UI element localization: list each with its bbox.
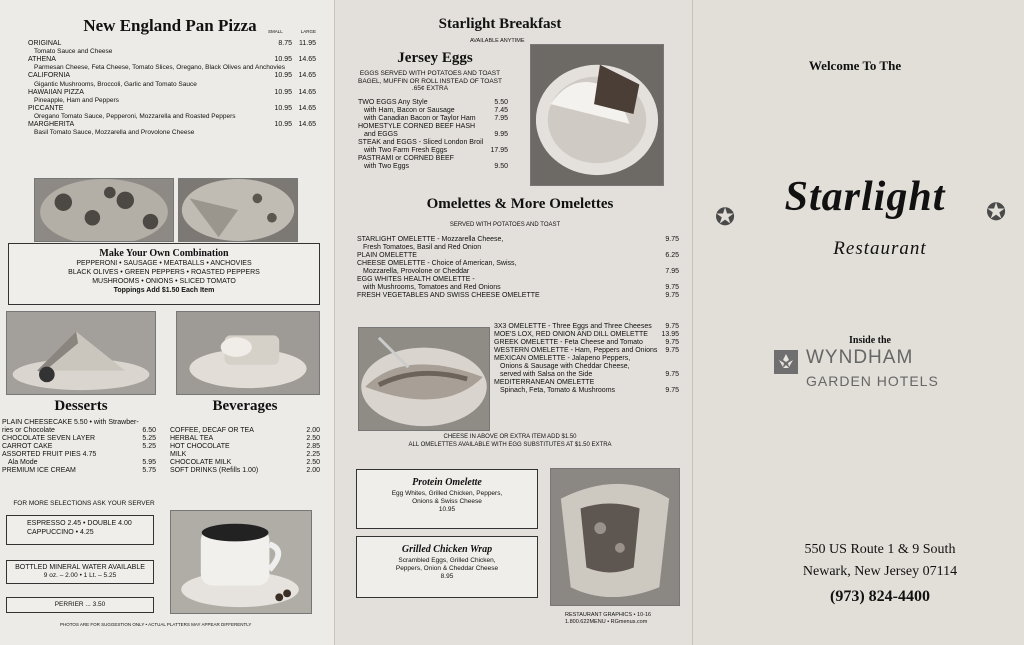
welcome-text: Welcome To The: [808, 58, 902, 73]
beverage-name: HERBAL TEA: [170, 435, 214, 442]
jersey-eggs-desc: EGGS SERVED WITH POTATOES AND TOAST BAGEL, MUFFIN OR ROLL INSTEAD OF TOAST .65¢ EXTRA: [358, 70, 502, 92]
protein-omelette-box: [356, 469, 538, 529]
dessert-name: CHOCOLATE SEVEN LAYER: [2, 435, 96, 442]
address-line-1: 550 US Route 1 & 9 South: [804, 542, 956, 557]
dessert-item: [2, 443, 156, 451]
omelette-item: [357, 244, 679, 252]
pizza-price-large: 14.65: [298, 121, 316, 129]
egg-list: [358, 99, 508, 171]
omelette-name: Onions & Sausage with Cheddar Cheese,: [500, 363, 630, 370]
photo-disclaimer: PHOTOS ARE FOR SUGGESTION ONLY • ACTUAL PLATTERS MAY APPEAR DIFFERENTLY: [60, 622, 252, 627]
beverage-price: 2.50: [306, 435, 320, 442]
protein-price: 10.95: [438, 506, 456, 513]
perrier-line: PERRIER ... 3.50: [54, 601, 106, 608]
egg-price: 7.45: [494, 107, 508, 114]
beverage-price: 2.25: [306, 451, 320, 458]
dessert-name: ries or Chocolate: [2, 427, 55, 434]
egg-name: STEAK and EGGS - Sliced London Broil: [358, 139, 484, 146]
more-selections-note: FOR MORE SELECTIONS ASK YOUR SERVER: [13, 500, 155, 507]
hotel-name: WYNDHAM: [806, 347, 914, 368]
combo-box: [8, 243, 320, 305]
dessert-price: 6.50: [142, 427, 156, 434]
omelette-item: [357, 260, 679, 268]
pizza-name: PICCANTE: [28, 104, 64, 112]
beverage-name: COFFEE, DECAF OR TEA: [170, 427, 254, 434]
omelette-item: [494, 347, 679, 355]
egg-name: TWO EGGS Any Style: [358, 99, 428, 106]
dessert-item: [2, 419, 156, 427]
credit-line-2: 1.800.622MENU • RGmenus.com: [565, 618, 648, 625]
pizza-price-small: 8.75: [278, 40, 292, 47]
pizza-item: [28, 105, 316, 121]
beverage-item: [170, 427, 320, 435]
combo-toppings-note: Toppings Add $1.50 Each Item: [113, 287, 215, 294]
dessert-name: CARROT CAKE: [2, 443, 53, 450]
omelette-name: Fresh Tomatoes, Basil and Red Onion: [363, 244, 482, 251]
omelette-price: 9.75: [665, 292, 679, 299]
omelette-item: [494, 371, 679, 379]
dessert-photo: [6, 311, 156, 395]
omelette-item: [494, 355, 679, 363]
omelette-item: [357, 292, 679, 300]
wrap-line-1: Scrambled Eggs, Grilled Chicken,: [398, 557, 496, 564]
desserts-list: [2, 419, 156, 475]
omelette-name: GREEK OMELETTE - Feta Cheese and Tomato: [494, 339, 643, 346]
omelette-item: [357, 284, 679, 292]
hotel-sub: GARDEN HOTELS: [806, 373, 939, 389]
beverage-name: CHOCOLATE MILK: [170, 459, 232, 466]
egg-price: 7.95: [494, 115, 508, 122]
omelette-price: 9.75: [665, 387, 679, 394]
pizza-price-small: 10.95: [274, 72, 292, 80]
pizza-price-large: 14.65: [298, 88, 316, 96]
espresso-line: ESPRESSO 2.45 • DOUBLE 4.00: [27, 520, 132, 527]
egg-name: with Canadian Bacon or Taylor Ham: [364, 115, 476, 122]
pizza-photo-2: [178, 178, 298, 242]
mineral-water-box: [6, 560, 154, 584]
pizza-desc: Tomato Sauce and Cheese: [34, 48, 113, 56]
pizza-item: [28, 72, 316, 88]
omelette-name: STARLIGHT OMELETTE - Mozzarella Cheese,: [357, 236, 504, 243]
omelette-item: [357, 252, 679, 260]
star-icon: ✪: [715, 204, 736, 231]
omelettes-title: Omelettes & More Omelettes: [426, 196, 614, 212]
omelette-price: 13.95: [661, 331, 679, 338]
beverage-price: 2.85: [306, 443, 320, 450]
cheesecake-photo: [176, 311, 320, 395]
credit-line-1: RESTAURANT GRAPHICS • 10-16: [565, 612, 652, 618]
breakfast-photo: [530, 44, 664, 186]
breakfast-title: Starlight Breakfast: [438, 16, 562, 32]
egg-item: [358, 139, 508, 147]
beverage-name: HOT CHOCOLATE: [170, 443, 230, 450]
menu-panel-left: [0, 0, 334, 645]
dessert-name: Ala Mode: [8, 459, 38, 466]
omelette-price: 6.25: [665, 252, 679, 259]
beverage-price: 2.00: [306, 467, 320, 474]
omelette-name: MOE'S LOX, RED ONION AND DILL OMELETTE: [494, 331, 648, 338]
mineral-line-2: 9 oz. – 2.00 • 1 Lt. – 5.25: [43, 572, 117, 579]
omelette-name: MEXICAN OMELETTE - Jalapeno Peppers,: [494, 355, 631, 362]
egg-item: [358, 155, 508, 163]
egg-item: [358, 147, 508, 155]
pizza-name: ATHENA: [28, 56, 56, 64]
omelette-item: [494, 379, 679, 387]
egg-name: HOMESTYLE CORNED BEEF HASH: [358, 123, 476, 130]
omelette-name: MEDITERRANEAN OMELETTE: [494, 379, 595, 386]
pizza-price-small: 10.95: [274, 88, 292, 96]
pizza-section-title: New England Pan Pizza: [83, 16, 257, 35]
omelette-name: 3X3 OMELETTE - Three Eggs and Three Cheeses: [494, 323, 652, 330]
omelette-price: 9.75: [665, 323, 679, 330]
pizza-price-large: 11.95: [299, 40, 316, 47]
pizza-item: [28, 40, 316, 56]
size-small-label: SMALL: [268, 29, 283, 34]
egg-name: and EGGS: [364, 131, 398, 138]
egg-name: with Ham, Bacon or Sausage: [364, 107, 455, 114]
dessert-item: [2, 459, 156, 467]
pizza-list: [28, 40, 316, 137]
pizza-name: ORIGINAL: [28, 40, 62, 47]
egg-item: [358, 131, 508, 139]
omelette-item: [357, 236, 679, 244]
restaurant-logo-name: Starlight: [784, 174, 946, 220]
protein-line-2: Onions & Swiss Cheese: [412, 498, 482, 505]
beverage-item: [170, 435, 320, 443]
omelette-price: 9.75: [665, 339, 679, 346]
pizza-item: [28, 56, 316, 72]
dessert-item: [2, 427, 156, 435]
pizza-price-large: 14.65: [298, 104, 316, 112]
omelette-item: [494, 331, 679, 339]
beverage-item: [170, 451, 320, 459]
mineral-line-1: BOTTLED MINERAL WATER AVAILABLE: [15, 564, 145, 571]
dessert-price: 5.95: [142, 459, 156, 466]
omelette-name: WESTERN OMELETTE - Ham, Peppers and Onions: [494, 347, 658, 354]
omelette-price: 7.95: [665, 268, 679, 275]
pizza-name: MARGHERITA: [28, 121, 75, 129]
pizza-price-small: 10.95: [274, 104, 292, 112]
omelette-name: with Mushrooms, Tomatoes and Red Onions: [363, 284, 501, 291]
coffee-photo: [170, 510, 312, 614]
beverage-item: [170, 459, 320, 467]
pizza-price-large: 14.65: [298, 56, 316, 64]
pizza-price-small: 10.95: [274, 121, 292, 129]
cheese-note-line-2: ALL OMELETTES AVAILABLE WITH EGG SUBSTITUTES AT $1.50 EXTRA: [408, 441, 612, 448]
protein-title: Protein Omelette: [412, 477, 482, 488]
beverages-list: [170, 427, 320, 475]
dessert-name: PREMIUM ICE CREAM: [2, 467, 76, 474]
omelette-photo: [358, 327, 490, 431]
egg-item: [358, 99, 508, 107]
dessert-item: [2, 467, 156, 475]
perrier-box: [6, 597, 154, 613]
omelette-price: 9.75: [665, 347, 679, 354]
egg-name: with Two Eggs: [364, 163, 410, 170]
dessert-name: ASSORTED FRUIT PIES 4.75: [2, 451, 97, 458]
egg-item: [358, 123, 508, 131]
pizza-size-headers: [268, 29, 316, 34]
cappuccino-line: CAPPUCCINO • 4.25: [27, 529, 94, 536]
espresso-box: [6, 515, 154, 545]
pizza-name: HAWAIIAN PIZZA: [28, 88, 84, 96]
egg-name: PASTRAMI or CORNED BEEF: [358, 155, 454, 162]
pizza-price-small: 10.95: [274, 56, 292, 64]
pizza-photo-1: [34, 178, 174, 242]
phone-number: (973) 824-4400: [830, 588, 930, 605]
beverage-price: 2.50: [306, 459, 320, 466]
omelette-name: PLAIN OMELETTE: [357, 252, 417, 259]
egg-price: 17.95: [490, 147, 508, 154]
pizza-desc: Oregano Tomato Sauce, Pepperoni, Mozzarella and Roasted Peppers: [34, 113, 236, 121]
pizza-item: [28, 89, 316, 105]
omelette-name: CHEESE OMELETTE - Choice of American, Swiss,: [357, 260, 517, 267]
graphics-credit: [565, 612, 685, 625]
cheese-note-line-1: CHEESE IN ABOVE OR EXTRA ITEM ADD $1.50: [443, 434, 577, 440]
beverage-name: MILK: [170, 451, 187, 458]
breakfast-availability: AVAILABLE ANYTIME: [470, 38, 525, 44]
dessert-name: PLAIN CHEESECAKE 5.50 • with Strawber-: [2, 419, 139, 426]
egg-price: 9.95: [494, 131, 508, 138]
chicken-wrap-box: [356, 536, 538, 598]
omelette-price: 9.75: [665, 284, 679, 291]
omelette-item: [494, 387, 679, 395]
address-line-2: Newark, New Jersey 07114: [802, 564, 958, 579]
desserts-title: Desserts: [54, 398, 108, 414]
wrap-line-2: Peppers, Onion & Cheddar Cheese: [395, 565, 499, 572]
pizza-desc: Basil Tomato Sauce, Mozzarella and Provolone Cheese: [34, 129, 195, 137]
pizza-desc: Pineapple, Ham and Peppers: [34, 96, 119, 104]
jersey-eggs-title: Jersey Eggs: [397, 50, 473, 66]
pizza-name: CALIFORNIA: [28, 72, 71, 80]
omelette-item: [494, 339, 679, 347]
egg-item: [358, 107, 508, 115]
dessert-item: [2, 451, 156, 459]
omelette-name: EGG WHITES HEALTH OMELETTE -: [357, 276, 475, 283]
wyndham-logo-icon: [774, 350, 798, 374]
combo-line-3: MUSHROOMS • ONIONS • SLICED TOMATO: [92, 278, 236, 285]
size-large-label: LARGE: [300, 29, 316, 34]
omelette-name: Spinach, Feta, Tomato & Mushrooms: [500, 387, 616, 394]
omelette-name: served with Salsa on the Side: [500, 371, 593, 378]
omelette-name: FRESH VEGETABLES AND SWISS CHEESE OMELETTE: [357, 292, 540, 299]
egg-item: [358, 115, 508, 123]
pizza-desc: Parmesan Cheese, Feta Cheese, Tomato Slices, Oregano, Black Olives and Anchovies: [34, 64, 285, 72]
dessert-item: [2, 435, 156, 443]
pizza-desc: Gigantic Mushrooms, Broccoli, Garlic and Tomato Sauce: [34, 80, 197, 88]
egg-name: with Two Farm Fresh Eggs: [364, 147, 448, 154]
beverage-price: 2.00: [306, 427, 320, 434]
combo-line-2: BLACK OLIVES • GREEN PEPPERS • ROASTED PEPPERS: [68, 269, 260, 276]
combo-title: Make Your Own Combination: [99, 248, 229, 259]
wrap-photo: [550, 468, 680, 606]
omelettes-note: SERVED WITH POTATOES AND TOAST: [449, 222, 561, 228]
dessert-price: 5.25: [142, 435, 156, 442]
inside-the-text: Inside the: [849, 335, 891, 346]
omelette-item: [494, 363, 679, 371]
beverage-item: [170, 443, 320, 451]
omelette-list-specials: [494, 323, 679, 395]
omelette-list: [357, 236, 679, 300]
restaurant-logo-sub: Restaurant: [833, 238, 927, 259]
egg-price: 9.50: [494, 163, 508, 170]
wrap-price: 8.95: [440, 573, 454, 580]
beverages-title: Beverages: [212, 398, 278, 414]
egg-item: [358, 163, 508, 171]
combo-line-1: PEPPERONI • SAUSAGE • MEATBALLS • ANCHOVIES: [76, 260, 252, 267]
star-icon: ✪: [986, 199, 1007, 226]
omelette-price: 9.75: [665, 371, 679, 378]
beverage-item: [170, 467, 320, 475]
omelette-name: Mozzarella, Provolone or Cheddar: [363, 268, 470, 275]
cheese-note: [400, 434, 620, 449]
omelette-item: [357, 268, 679, 276]
dessert-price: 5.25: [142, 443, 156, 450]
pizza-price-large: 14.65: [298, 72, 316, 80]
egg-price: 5.50: [494, 99, 508, 106]
pizza-item: [28, 121, 316, 137]
omelette-price: 9.75: [665, 236, 679, 243]
omelette-item: [494, 323, 679, 331]
omelette-item: [357, 276, 679, 284]
beverage-name: SOFT DRINKS (Refills 1.00): [170, 467, 259, 474]
dessert-price: 5.75: [142, 467, 156, 474]
wrap-title: Grilled Chicken Wrap: [401, 544, 493, 555]
protein-line-1: Egg Whites, Grilled Chicken, Peppers,: [391, 490, 503, 497]
